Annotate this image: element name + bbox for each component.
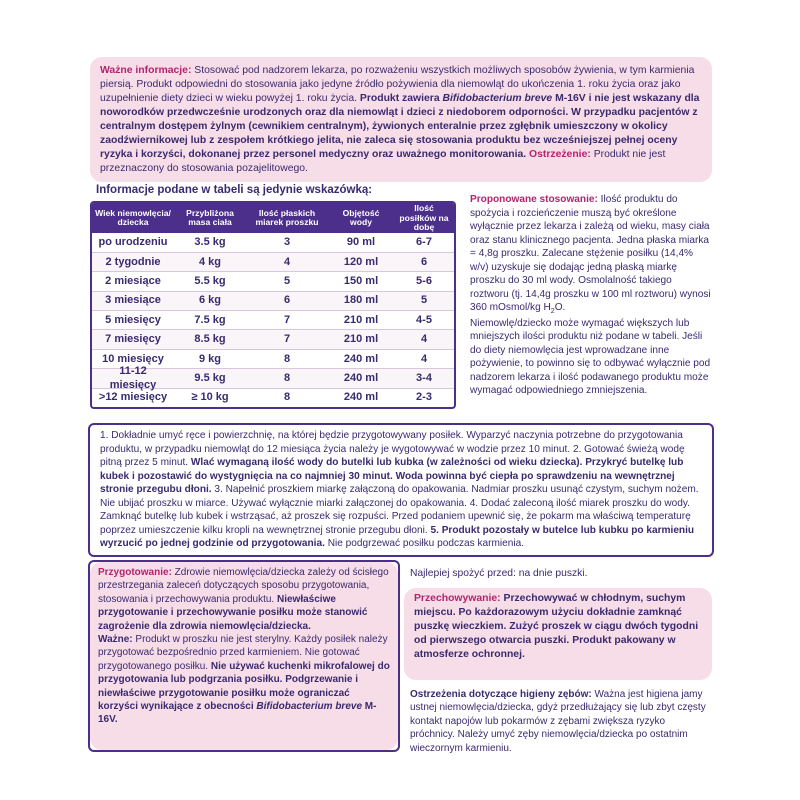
header-scoops: Ilość płaskich miarek proszku [255,207,319,228]
cell-water: 120 ml [343,255,379,268]
header-age: Wiek niemowlęcia/ dziecka [95,207,171,228]
preparation-steps-box [88,423,714,557]
cell-age: 5 miesięcy [105,313,161,326]
table-row [92,330,454,349]
preparation-text [98,566,390,633]
cell-meals: 6 [420,255,428,268]
cell-weight: 5.5 kg [194,275,226,288]
cell-water: 180 ml [343,294,379,307]
header-meals: Ilość posiłków na dobę [399,203,449,233]
recommended-use-label: Proponowane stosowanie: [470,194,598,205]
cell-water: 240 ml [343,391,379,404]
bacteria-name: Bifidobacterium breve [442,92,553,104]
preparation-important [98,633,390,727]
cell-weight: 6 kg [198,294,221,307]
warning-body: Produkt nie jest przeznaczony do stosowania pozajelitowego. [100,148,666,174]
cell-water: 210 ml [343,333,379,346]
important-bold: Nie używać kuchenki mikrofalowej do przygotowania lub podgrzania posiłku. Podgrzewanie i niewłaściwe przygotowanie posiłku może ograniczać korzyści wynikające z obecności [98,660,390,712]
table-row [92,272,454,291]
cell-weight: 4 kg [198,255,221,268]
cell-scoops: 8 [283,391,291,404]
steps-part-3: Nie podgrzewać posiłku podczas karmienia. [324,538,525,550]
cell-meals: 4 [420,352,428,365]
cell-meals: 6-7 [416,236,432,249]
cell-age: 3 miesiące [105,294,161,307]
steps-bold-1: Wlać wymaganą ilość wody do butelki lub kubka (w zależności od wieku dziecka). Przykryć butelkę lub kubek i pozostawić do wystygnięcia na co najmniej 30 minut. Woda powinna być ciepła po sprawdzeniu na wewnętrznej stronie przegubu dłoni. [100,457,684,496]
important-bold-end: M-16V. [98,700,377,726]
bacteria-name-2: Bifidobacterium breve [256,700,363,712]
cell-age: 7 miesięcy [105,333,161,346]
preparation-steps-text [100,429,702,551]
cell-meals: 2-3 [416,391,432,404]
preparation-bold: Niewłaściwe przygotowanie i przechowywanie posiłku może stanowić zagrożenie dla zdrowia niemowlęcia/dziecka. [98,593,368,632]
recommended-use-note: Niemowlę/dziecko może wymagać większych lub mniejszych ilości produktu niż podane w tabeli. Jeśli do diety niemowlęcia jest wprowadzane inne pożywienie, to powinno się to odbywać wyłącznie pod nadzorem lekarza i ilość podawanego produktu może wymagać odpowiedniego zmniejszenia. [470,317,711,397]
important-info-text [100,64,702,176]
table-header-row [92,203,454,233]
cell-weight: 9 kg [198,352,221,365]
cell-water: 90 ml [346,236,376,249]
cell-meals: 4-5 [416,313,432,326]
cell-weight: 8.5 kg [194,333,226,346]
recommended-use-text [470,193,712,317]
subscript-2: 2 [550,308,555,316]
dental-text [410,688,706,755]
cell-water: 240 ml [343,352,379,365]
important-info-label: Ważne informacje: [100,65,192,76]
cell-weight: 3.5 kg [194,236,226,249]
dental-body: Ważna jest higiena jamy ustnej niemowlęcia/dziecka, gdyż przedłużający się lub zbyt częsty kontakt napojów lub pokarmów z zębami zwiększa ryzyko próchnicy. Należy umyć zęby niemowlęcia/dziecka po ostatnim wieczornym karmieniu. [410,689,706,754]
cell-scoops: 3 [283,236,291,249]
preparation-body: Zdrowie niemowlęcia/dziecka zależy od ścisłego przestrzegania zaleceń dotyczących sposobu przygotowania, stosowania i przechowywania produktu. [98,567,389,605]
table-row [92,292,454,311]
table-row [92,389,454,407]
cell-meals: 3-4 [416,371,432,384]
cell-scoops: 8 [283,352,291,365]
important-info-box [90,57,712,182]
important-info-bold: Produkt zawiera [359,92,443,104]
dental-label: Ostrzeżenia dotyczące higieny zębów: [410,689,592,700]
cell-meals: 5-6 [416,275,432,288]
cell-water: 240 ml [343,371,379,384]
cell-scoops: 5 [283,275,291,288]
cell-scoops: 7 [283,333,291,346]
cell-scoops: 8 [283,371,291,384]
cell-age: >12 miesięcy [98,391,168,404]
important-info-body: Stosować pod nadzorem lekarza, po rozważeniu wszystkich możliwych sposobów żywienia, w tym karmienia piersią. Produkt odpowiedni do stosowania jako jedyne źródło pożywienia dla niemowląt do ukończenia 1. roku życia oraz jako uzupełnienie diety dzieci w wieku powyżej 1. roku życia. [100,65,695,104]
preparation-warning-box [90,562,398,750]
cell-weight: 7.5 kg [194,313,226,326]
cell-age: 2 miesiące [105,275,161,288]
important-body: Produkt w proszku nie jest sterylny. Każdy posiłek należy przygotować bezpośrednio przed karmieniem. Nie gotować przygotowanego posiłku. [98,633,388,672]
storage-box [404,588,712,680]
feeding-table [90,201,456,409]
best-before-text: Najlepiej spożyć przed: na dnie puszki. [410,568,588,579]
table-row [92,233,454,252]
table-row [92,364,454,392]
important-info-bold-2: M-16V i nie jest wskazany dla noworodków przedwcześnie urodzonych oraz dla niemowląt i dzieci z niedoborem odporności. W przypadku pacjentów z centralnym dostępem żylnym (cewnikiem centralnym), żywionych enteralnie przez zgłębnik umieszczony w okolicy zaodźwiernikowej lub z zespołem krótkiego jelita, nie zaleca się stosowania produktu bez wcześniejszej pełnej oceny ryzyka i korzyści, dokonanej przez personel medyczny oraz uważnego monitorowania. [100,92,700,160]
dental-hygiene-section [404,686,712,752]
steps-bold-2: 5. Produkt pozostały w butelce lub kubku po karmieniu wyrzucić po jednej godzinie od przygotowania. [100,524,695,550]
cell-age: 11-12 miesięcy [109,364,157,392]
table-row [92,253,454,272]
storage-body: Przechowywać w chłodnym, suchym miejscu. Po każdorazowym użyciu dokładnie zamknąć puszkę wieczkiem. Zużyć proszek w ciągu dwóch tygodni od pierwszego otwarcia puszki. Produkt pakowany w atmosferze ochronnej. [414,593,699,660]
recommended-use-body-end: O. [554,302,566,314]
steps-part-2: 3. Napełnić proszkiem miarkę załączoną do opakowania. Nadmiar proszku usunąć czystym, suchym nożem. Nie ubijać proszku w miarce. Używać wyłącznie miarki załączonej do opakowania. 4. Dodać zaleconą ilość miarek proszku do wody. Zamknąć butelkę lub kubek i wstrząsać, aż proszek się rozpuści. Przed podaniem upewnić się, że pokarm ma właściwą temperaturę poprzez umieszczenie kilku kropli na wewnętrznej stronie przegubu dłoni. [100,484,699,536]
recommended-use-body: Ilość produktu do spożycia i rozcieńczenie muszą być określone wyłącznie przez lekarza i zależą od wieku, masy ciała oraz stanu klinicznego pacjenta. Jedna płaska miarka = 4,8g proszku. Zalecane stężenie posiłku (14,4% w/v) uzyskuje się dodając jedną płaską miarkę proszku do 30 ml wody. Osmolalność takiego roztworu (tj. 14,4g proszku w 100 ml roztworu) wynosi 360 mOsmol/kg H [470,194,711,314]
recommended-use-section [466,191,716,416]
cell-weight: 9.5 kg [194,371,226,384]
cell-water: 210 ml [343,313,379,326]
table-title: Informacje podane w tabeli są jedynie wskazówką: [96,184,373,196]
warning-label: Ostrzeżenie: [526,148,591,160]
steps-part-1: 1. Dokładnie umyć ręce i powierzchnię, na której będzie przygotowywany posiłek. Wyparzyć naczynia potrzebne do przygotowania produktu, w przypadku niemowląt do 12 miesiąca życia należy je wygotowywać w wodzie przez 10 minut. 2. Gotować świeżą wodę pitną przez 5 minut. [100,430,685,469]
cell-age: 10 miesięcy [102,352,164,365]
header-weight: Przybliżona masa ciała [186,207,234,228]
cell-age: 2 tygodnie [105,255,161,268]
table-row [92,311,454,330]
storage-label: Przechowywanie: [414,593,501,604]
cell-meals: 5 [420,294,428,307]
important-label: Ważne: [98,633,133,645]
cell-scoops: 4 [283,255,291,268]
feeding-table-section [90,183,460,413]
header-water: Objętość wody [342,207,380,228]
cell-weight: ≥ 10 kg [191,391,229,404]
cell-meals: 4 [420,333,428,346]
cell-age: po urodzeniu [98,236,168,249]
cell-scoops: 7 [283,313,291,326]
preparation-label: Przygotowanie: [98,567,172,578]
storage-text [414,592,702,662]
cell-water: 150 ml [343,275,379,288]
cell-scoops: 6 [283,294,291,307]
